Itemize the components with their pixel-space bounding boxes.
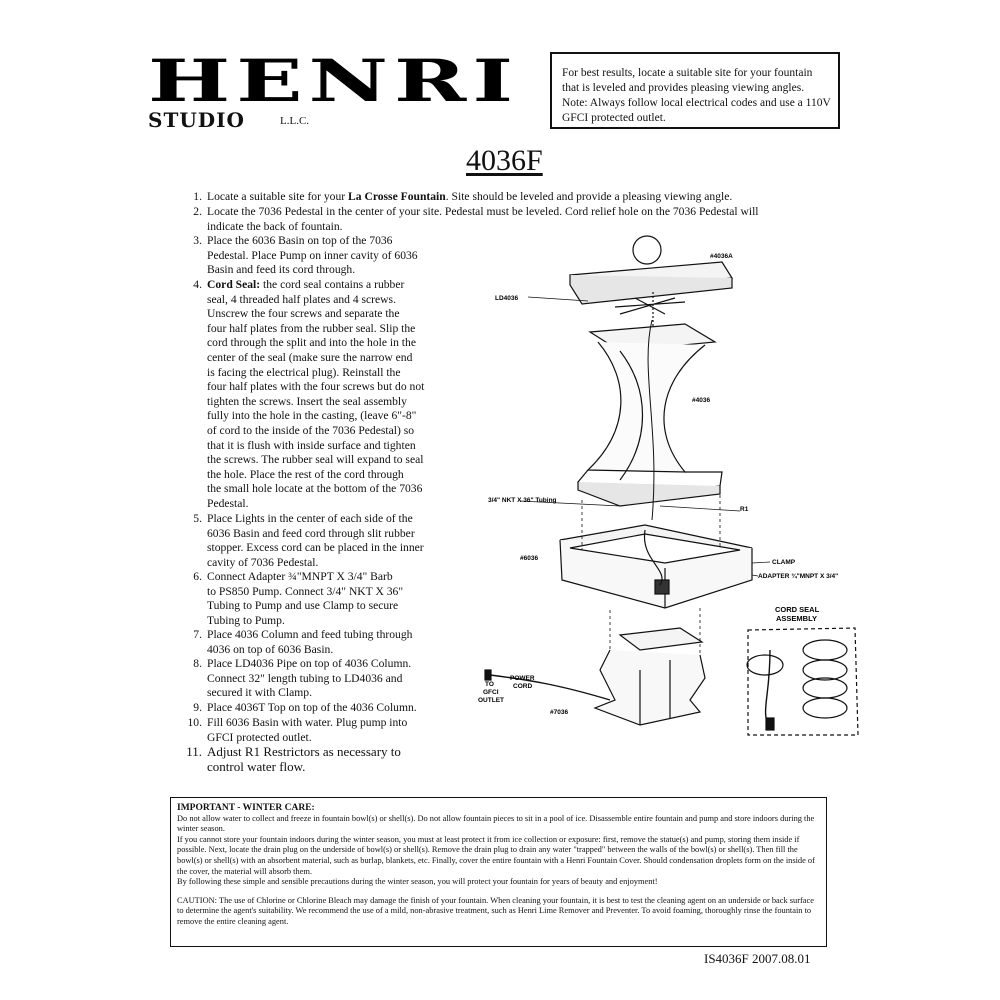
step-line: cavity of 7036 Pedestal. (207, 555, 319, 569)
henri-studio-logo (148, 47, 520, 132)
ld4036-pipe (615, 298, 685, 314)
label-cord: CORD (513, 683, 533, 690)
step-line: that it is flush with inside surface and tighten (207, 438, 416, 452)
label-r1: R1 (740, 506, 749, 513)
label-gfci: GFCI (483, 689, 499, 696)
logo-llc-text: L.L.C. (280, 115, 310, 127)
step-line: fully into the hole in the casting, (leave 6"-8" (207, 409, 417, 423)
step-number: 5. (193, 512, 202, 525)
document-code: IS4036F 2007.08.01 (704, 951, 811, 966)
column-body (588, 342, 705, 472)
step-line: Place Lights in the center of each side of the (207, 512, 413, 525)
winter-paragraph: Do not allow water to collect and freeze in fountain bowl(s) or shell(s). Do not allow fountain pieces to sit in a pool of ice. Disassemble entire fountain and pump and store indoors during the winter season. (177, 813, 815, 834)
note-line: GFCI protected outlet. (562, 112, 666, 124)
label-to: TO (485, 681, 494, 688)
step-line: indicate the back of fountain. (207, 219, 343, 233)
step-line: seal, 4 threaded half plates and 4 screws. (207, 292, 396, 306)
step-line: the screws. The rubber seal will expand to seal (207, 453, 424, 467)
caution-text: CAUTION: The use of Chlorine or Chlorine Bleach may damage the finish of your fountain. When cleaning your fountain, it is best to test the cleaning agent on an underside or back surface to determine the agent's suitability. We recommend the use of a mild, non-abrasive treatment, such as Henri Lime Remover and Preventer. To avoid foaming, thoroughly rinse the fountain to remove the entire cleaning agent. (177, 895, 814, 926)
step-number: 10. (187, 716, 202, 729)
step-line: Tubing to Pump. (207, 613, 285, 627)
logo-henri-text: HENRI (148, 47, 520, 115)
step-line: cord through the split and into the hole in the (207, 336, 416, 350)
winter-paragraph: By following these simple and sensible precautions during the winter season, you will protect your fountain for years of beauty and enjoyment! (177, 877, 658, 887)
label-ld4036: LD4036 (495, 295, 519, 302)
step-number: 9. (193, 701, 202, 714)
step-line: 4036 on top of 6036 Basin. (207, 642, 334, 656)
step-line: is facing the electrical plug). Reinstall the (207, 365, 401, 379)
step-line: Place the 6036 Basin on top of the 7036 (207, 234, 393, 247)
step-number: 7. (193, 628, 202, 641)
logo-studio-text: STUDIO (148, 108, 245, 132)
step-number: 8. (193, 657, 202, 670)
step-line: Pedestal. Place Pump on inner cavity of 6036 (207, 248, 418, 262)
step-line: Tubing to Pump and use Clamp to secure (207, 599, 399, 613)
step-line: Place 4036 Column and feed tubing through (207, 628, 413, 641)
step-line: four half plates from the rubber seal. Slip the (207, 321, 416, 335)
step-line: Locate a suitable site for your La Crosse Fountain. Site should be leveled and provide a pleasing viewing angle. (207, 190, 733, 203)
label-tubing: 3/4" NKT X 36" Tubing (488, 497, 557, 504)
label-clamp: CLAMP (772, 559, 796, 566)
winter-heading: IMPORTANT - WINTER CARE: (177, 803, 315, 813)
step-number: 3. (193, 234, 202, 247)
note-line: For best results, locate a suitable site for your fountain (562, 67, 813, 79)
step-line: Adjust R1 Restrictors as necessary to (207, 744, 401, 759)
note-line: Note: Always follow local electrical codes and use a 110V (562, 97, 831, 109)
step-number: 2. (193, 205, 202, 218)
step-number: 6. (193, 570, 202, 583)
step-line: Locate the 7036 Pedestal in the center of your site. Pedestal must be leveled. Cord relief hole on the 7036 Pedestal will (207, 205, 759, 218)
step-line: Place LD4036 Pipe on top of 4036 Column. (207, 657, 412, 670)
label-outlet: OUTLET (478, 697, 504, 704)
step-line: 6036 Basin and feed cord through slit rubber (207, 526, 415, 540)
step-line: Unscrew the four screws and separate the (207, 307, 400, 321)
step-line: Pedestal. (207, 497, 249, 510)
label-6036: #6036 (520, 555, 539, 562)
step-number: 4. (193, 278, 202, 291)
step-line: center of the seal (make sure the narrow end (207, 351, 413, 364)
step-line: four half plates with the four screws but do not (207, 380, 425, 394)
step-number: 11. (186, 744, 202, 759)
step-line: the hole. Place the rest of the cord through (207, 467, 404, 481)
step-line: of cord to the inside of the 7036 Pedestal) so (207, 424, 415, 437)
pedestal-top (620, 628, 702, 650)
label-4036: #4036 (692, 397, 711, 404)
note-line: that is leveled and provides pleasing viewing angles. (562, 82, 805, 94)
label-adapter: ADAPTER ¾"MNPT X 3/4" (758, 573, 839, 580)
step-line: Cord Seal: the cord seal contains a rubber (207, 278, 405, 291)
step-line: to PS850 Pump. Connect 3/4" NKT X 36" (207, 584, 404, 598)
step-line: Basin and feed its cord through. (207, 263, 356, 277)
step-line: Fill 6036 Basin with water. Plug pump into (207, 716, 408, 729)
step-line: stopper. Excess cord can be placed in the inner (207, 541, 424, 555)
label-4036a: #4036A (710, 253, 733, 260)
site-note-box (550, 52, 840, 129)
label-cord-seal-assembly: ASSEMBLY (776, 614, 817, 623)
step-line: the small hole locate at the bottom of the 7036 (207, 482, 423, 496)
step-line: GFCI protected outlet. (207, 730, 312, 744)
winter-care-box (170, 797, 827, 947)
label-power: POWER (510, 675, 535, 682)
label-7036: #7036 (550, 709, 569, 716)
step-line: Place 4036T Top on top of the 4036 Column. (207, 701, 417, 714)
step-line: control water flow. (207, 759, 306, 775)
top-finial (633, 236, 661, 264)
model-number: 4036F (466, 144, 543, 177)
step-line: Connect 32" length tubing to LD4036 and (207, 671, 403, 685)
label-cord-seal: CORD SEAL (775, 605, 820, 614)
winter-paragraph: If you cannot store your fountain indoors during the winter season, you must at least protect it from ice collection or exposure: first, remove the statue(s) and pump, storing them inside if possible. Next, locate the drain plug on the underside of bowl(s) or shell(s). Remove the drain plug to drain any water "trapped" between the walls of the bowl(s) or shell(s). Then fill the bowl(s) or shell(s) with an absorbent material, such as burlap, blankets, etc. Finally, cover the entire fountain with a Henri Fountain Cover. Should condensation droplets form on the inside of the cover, the material will absorb them. (177, 834, 815, 876)
pedestal-body (595, 650, 705, 725)
step-line: secured it with Clamp. (207, 686, 312, 700)
fountain-exploded-diagram (470, 230, 860, 750)
power-cord (490, 675, 610, 700)
step-line: tighten the screws. Insert the seal assembly (207, 394, 407, 408)
step-line: Connect Adapter ¾"MNPT X 3/4" Barb (207, 570, 393, 583)
step-number: 1. (193, 190, 202, 203)
